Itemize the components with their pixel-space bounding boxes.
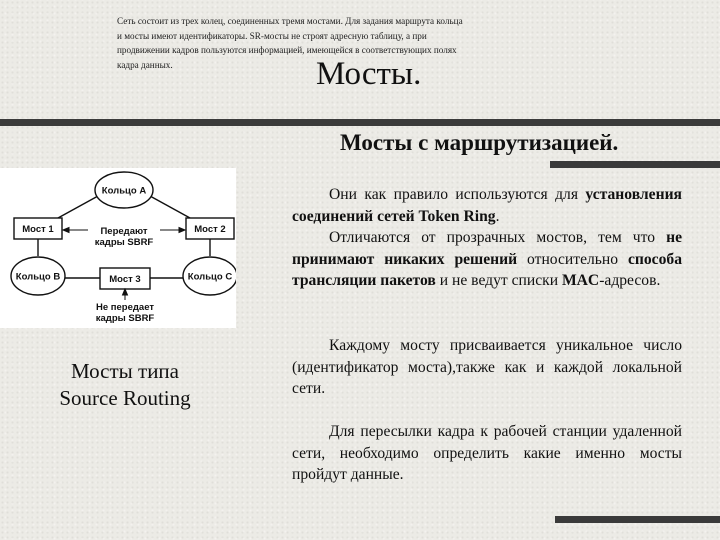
link-ringA-bridge2 (150, 196, 190, 218)
bottom-accent-bar (555, 516, 720, 523)
diff-bold-1: не принимают никаких решений (292, 229, 682, 268)
diff-bold-3: MAC (561, 272, 600, 289)
paragraph-routing (292, 421, 682, 486)
bridge-3-label: Мост 3 (109, 274, 141, 285)
ring-b-label: Кольцо В (15, 271, 61, 283)
diff-bold-2: способа трансляции пакетов (292, 250, 682, 289)
ring-c-label: Кольцо С (187, 271, 233, 283)
usage-text: Они как правило используются для (329, 186, 586, 203)
diagram-caption (40, 358, 210, 412)
diff-text-c: и не ведут списки (435, 272, 562, 289)
network-diagram (0, 168, 236, 328)
usage-bold: установления соединений сетей Token Ring (292, 186, 682, 225)
arrowhead-right (179, 228, 185, 233)
diff-text-b: относительно (517, 250, 628, 268)
section-subtitle: Мосты с маршрутизацией. (340, 130, 619, 155)
ring-a-label: Кольцо А (101, 185, 147, 197)
paragraph-usage (292, 184, 682, 292)
diff-text-d: -адресов. (599, 272, 661, 289)
usage-end: . (495, 207, 500, 225)
arrowhead-left (63, 228, 69, 233)
bridge-2-label: Мост 2 (194, 224, 226, 235)
arrowhead-up (123, 289, 128, 295)
top-divider (0, 119, 720, 126)
pass-note-line1: Передают (100, 226, 148, 237)
bridge-1-label: Мост 1 (22, 224, 54, 235)
caption-line-2: Source Routing (59, 386, 191, 410)
nopass-note-line2: кадры SBRF (95, 313, 155, 324)
page-title: Мосты. (316, 56, 422, 92)
diagram-svg (0, 168, 236, 328)
routing-text: Для пересылки кадра к рабочей станции удаленной сети, необходимо определить какие именно мосты пройдут данные. (292, 423, 682, 483)
pass-note-line2: кадры SBRF (94, 237, 154, 248)
paragraph-identifier (292, 335, 682, 400)
identifier-text: Каждому мосту присваивается уникальное число (идентификатор моста),также как и каждой локальной сети. (292, 337, 682, 397)
difference-sentence (292, 227, 682, 292)
nopass-note-line1: Не передает (95, 302, 155, 313)
usage-sentence (292, 184, 682, 227)
header-note: Сеть состоит из трех колец, соединенных тремя мостами. Для задания маршрута кольца и мосты имеют идентификаторы. SR-мосты не строят адресную таблицу, а при продвижении кадров пользуются информацией, имеющейся в соответствующих полях кадра данных. (117, 16, 463, 70)
caption-line-1: Мосты типа (70, 359, 179, 383)
right-accent-bar (550, 161, 720, 168)
diff-text-a: Отличаются от прозрачных мостов, тем что (329, 229, 667, 246)
link-ringA-bridge1 (58, 196, 98, 218)
